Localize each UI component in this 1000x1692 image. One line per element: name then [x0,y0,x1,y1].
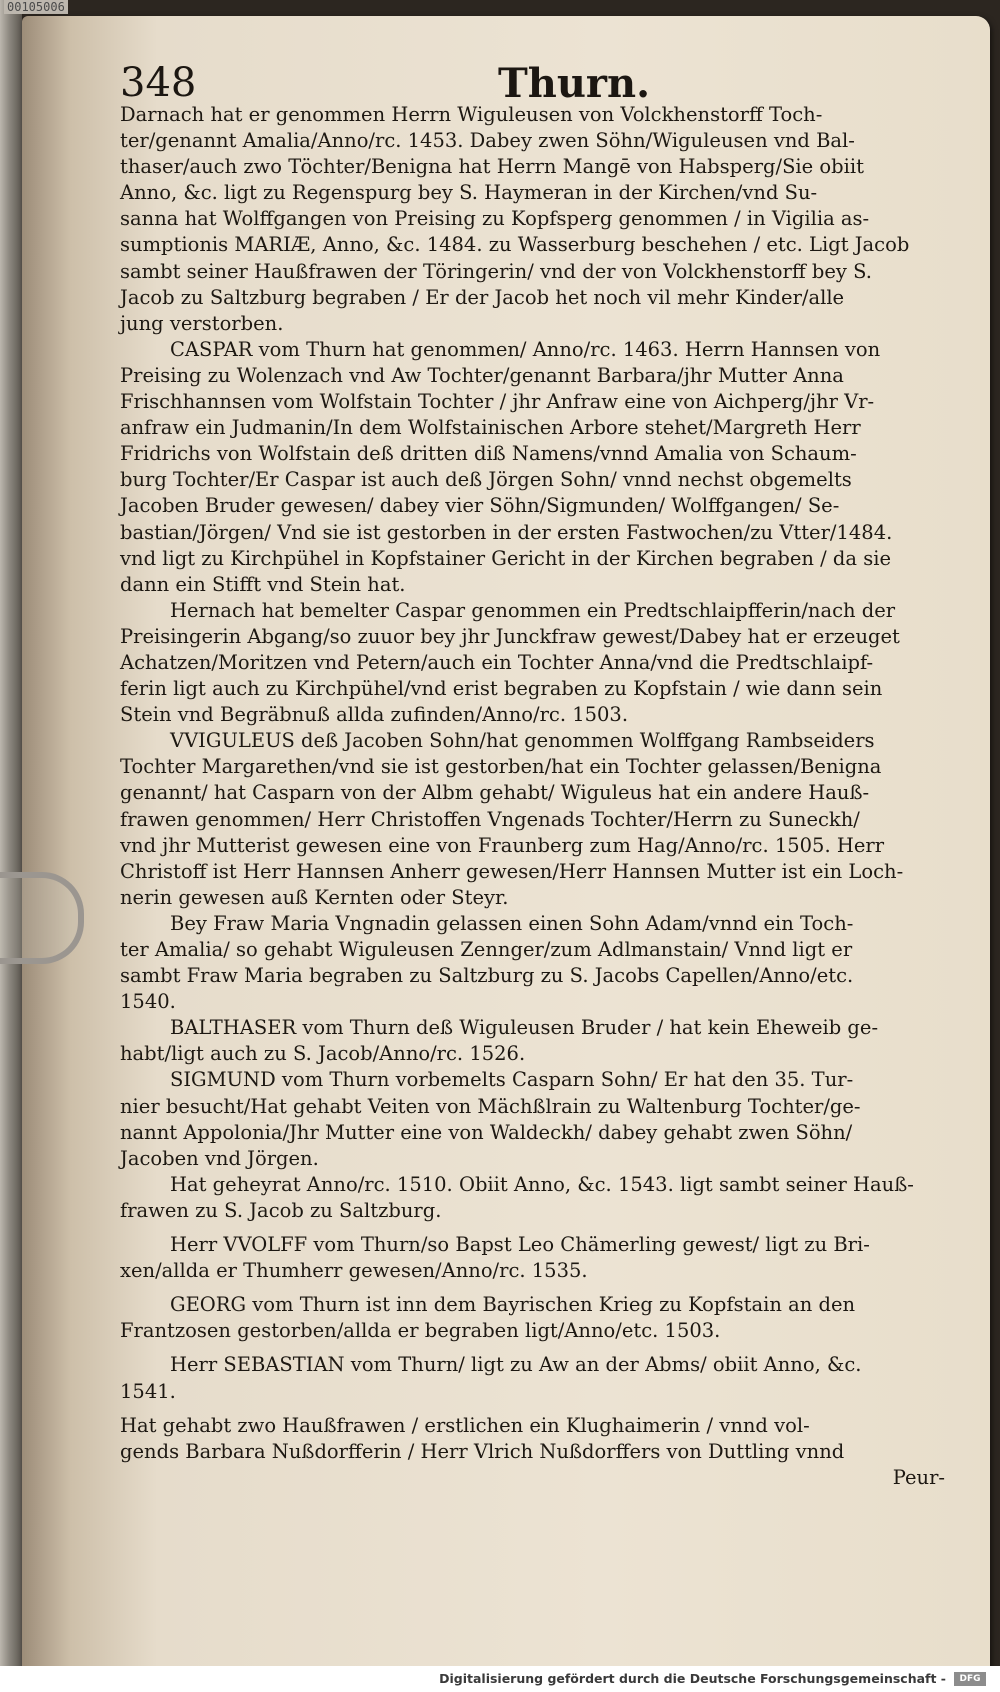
text-line: nerin gewesen auß Kernten oder Steyr. [120,885,509,909]
text-line: sambt Fraw Maria begraben zu Saltzburg zu S. Jacobs Capellen/Anno/etc. [120,964,854,988]
text-line: Achatzen/Moritzen vnd Petern/auch ein Tochter Anna/vnd die Predtschlaipf- [120,650,874,674]
text-line: 1541. [120,1379,176,1403]
text-line: vnd jhr Mutterist gewesen eine von Fraunberg zum Hag/Anno/rc. 1505. Herr [120,833,885,857]
text-line: Frantzosen gestorben/allda er begraben ligt/Anno/etc. 1503. [120,1319,721,1343]
funding-credit: Digitalisierung gefördert durch die Deutsche Forschungsgemeinschaft - [439,1671,946,1686]
text-line: BALTHASER vom Thurn deß Wiguleusen Bruder / hat kein Eheweib ge- [170,1016,879,1040]
text-line: SIGMUND vom Thurn vorbemelts Casparn Sohn/ Er hat den 35. Tur- [170,1068,854,1092]
text-line: frawen genommen/ Herr Christoffen Vngenads Tochter/Herrn zu Suneckh/ [120,807,860,831]
page-number: 348 [120,60,197,106]
text-line: Stein vnd Begräbnuß allda zufinden/Anno/rc. 1503. [120,703,629,727]
text-line: thaser/auch zwo Töchter/Benigna hat Herrn Mangē von Habsperg/Sie obiit [120,155,864,179]
text-line: bastian/Jörgen/ Vnd sie ist gestorben in der ersten Fastwochen/zu Vtter/1484. [120,520,893,544]
text-line: Hernach hat bemelter Caspar genommen ein Predtschlaipfferin/nach der [170,598,896,622]
footer-bar [0,1666,1000,1692]
text-line: ferin ligt auch zu Kirchpühel/vnd erist begraben zu Kopfstain / wie dann sein [120,677,883,701]
text-line: ter Amalia/ so gehabt Wiguleusen Zennger/zum Adlmanstain/ Vnnd ligt er [120,938,853,961]
text-line: sumptionis MARIÆ, Anno, &c. 1484. zu Wasserburg beschehen / etc. Ligt Jacob [120,233,910,257]
text-line: nier besucht/Hat gehabt Veiten von Mächßlrain zu Waltenburg Tochter/ge- [120,1094,861,1118]
text-line: GEORG vom Thurn ist inn dem Bayrischen Krieg zu Kopfstain an den [170,1293,856,1317]
text-line: burg Tochter/Er Caspar ist auch deß Jörgen Sohn/ vnnd nechst obgemelts [120,468,852,492]
text-line: Hat geheyrat Anno/rc. 1510. Obiit Anno, &c. 1543. ligt sambt seiner Hauß- [170,1172,914,1196]
text-line: dann ein Stifft vnd Stein hat. [120,572,406,596]
text-line: Jacob zu Saltzburg begraben / Er der Jacob het noch vil mehr Kinder/alle [120,285,845,309]
text-line: Darnach hat er genommen Herrn Wiguleusen von Volckhenstorff Toch- [120,103,823,126]
text-line: jung verstorben. [120,311,284,335]
text-line: vnd ligt zu Kirchpühel in Kopfstainer Gericht in der Kirchen begraben / da sie [120,546,891,570]
text-line: nannt Appolonia/Jhr Mutter eine von Waldeckh/ dabey gehabt zwen Söhn/ [120,1120,853,1144]
text-line: Jacoben vnd Jörgen. [120,1146,319,1170]
catchword: Peur- [892,1465,945,1489]
page-clip [0,872,84,964]
text-line: Fridrichs von Wolfstain deß dritten diß Namens/vnnd Amalia von Schaum- [120,442,857,466]
text-line: sambt seiner Haußfrawen der Töringerin/ vnd der von Volckhenstorff bey S. [120,259,873,283]
text-line: Herr SEBASTIAN vom Thurn/ ligt zu Aw an der Abms/ obiit Anno, &c. [170,1353,862,1377]
text-line: Hat gehabt zwo Haußfrawen / erstlichen ein Klughaimerin / vnnd vol- [120,1413,810,1437]
text-line: Tochter Margarethen/vnd sie ist gestorben/hat ein Tochter gelassen/Benigna [120,755,882,779]
running-title: Thurn. [498,60,651,107]
book-gutter [0,0,22,1692]
text-line: CASPAR vom Thurn hat genommen/ Anno/rc. 1463. Herrn Hannsen von [170,337,881,361]
text-line: 1540. [120,990,176,1014]
text-line: Jacoben Bruder gewesen/ dabey vier Söhn/Sigmunden/ Wolffgangen/ Se- [120,494,840,518]
scan-id: 00105006 [4,0,68,14]
text-line: habt/ligt auch zu S. Jacob/Anno/rc. 1526. [120,1042,526,1066]
text-line: sanna hat Wolffgangen von Preising zu Kopfsperg genommen / in Vigilia as- [120,207,870,231]
text-line: Preisingerin Abgang/so zuuor bey jhr Junckfraw gewest/Dabey hat er erzeuget [120,624,900,648]
text-line: gends Barbara Nußdorfferin / Herr Vlrich Nußdorffers von Duttling vnnd [120,1439,845,1463]
text-line: Frischhannsen vom Wolfstain Tochter / jhr Anfraw eine von Aichperg/jhr Vr- [120,390,875,414]
text-line: Herr VVOLFF vom Thurn/so Bapst Leo Chämerling gewest/ ligt zu Bri- [170,1233,870,1257]
text-line: xen/allda er Thumherr gewesen/Anno/rc. 1535. [120,1259,588,1283]
text-line: Bey Fraw Maria Vngnadin gelassen einen Sohn Adam/vnnd ein Toch- [170,911,854,935]
text-line: Christoff ist Herr Hannsen Anherr gewesen/Herr Hannsen Mutter ist ein Loch- [120,859,904,883]
text-line: Anno, &c. ligt zu Regenspurg bey S. Haymeran in der Kirchen/vnd Su- [120,181,818,205]
text-line: anfraw ein Judmanin/In dem Wolfstainischen Arbore stehet/Margreth Herr [120,416,861,440]
text-line: frawen zu S. Jacob zu Saltzburg. [120,1198,442,1222]
dfg-logo-icon: DFG [954,1672,986,1686]
text-line: ter/genannt Amalia/Anno/rc. 1453. Dabey zwen Söhn/Wiguleusen vnd Bal- [120,129,855,153]
text-line: Preising zu Wolenzach vnd Aw Tochter/genannt Barbara/jhr Mutter Anna [120,363,844,387]
body-text [120,102,945,1491]
text-line: VVIGULEUS deß Jacoben Sohn/hat genommen Wolffgang Rambseiders [170,729,875,753]
text-line: genannt/ hat Casparn von der Albm gehabt/ Wiguleus hat ein andere Hauß- [120,781,870,805]
